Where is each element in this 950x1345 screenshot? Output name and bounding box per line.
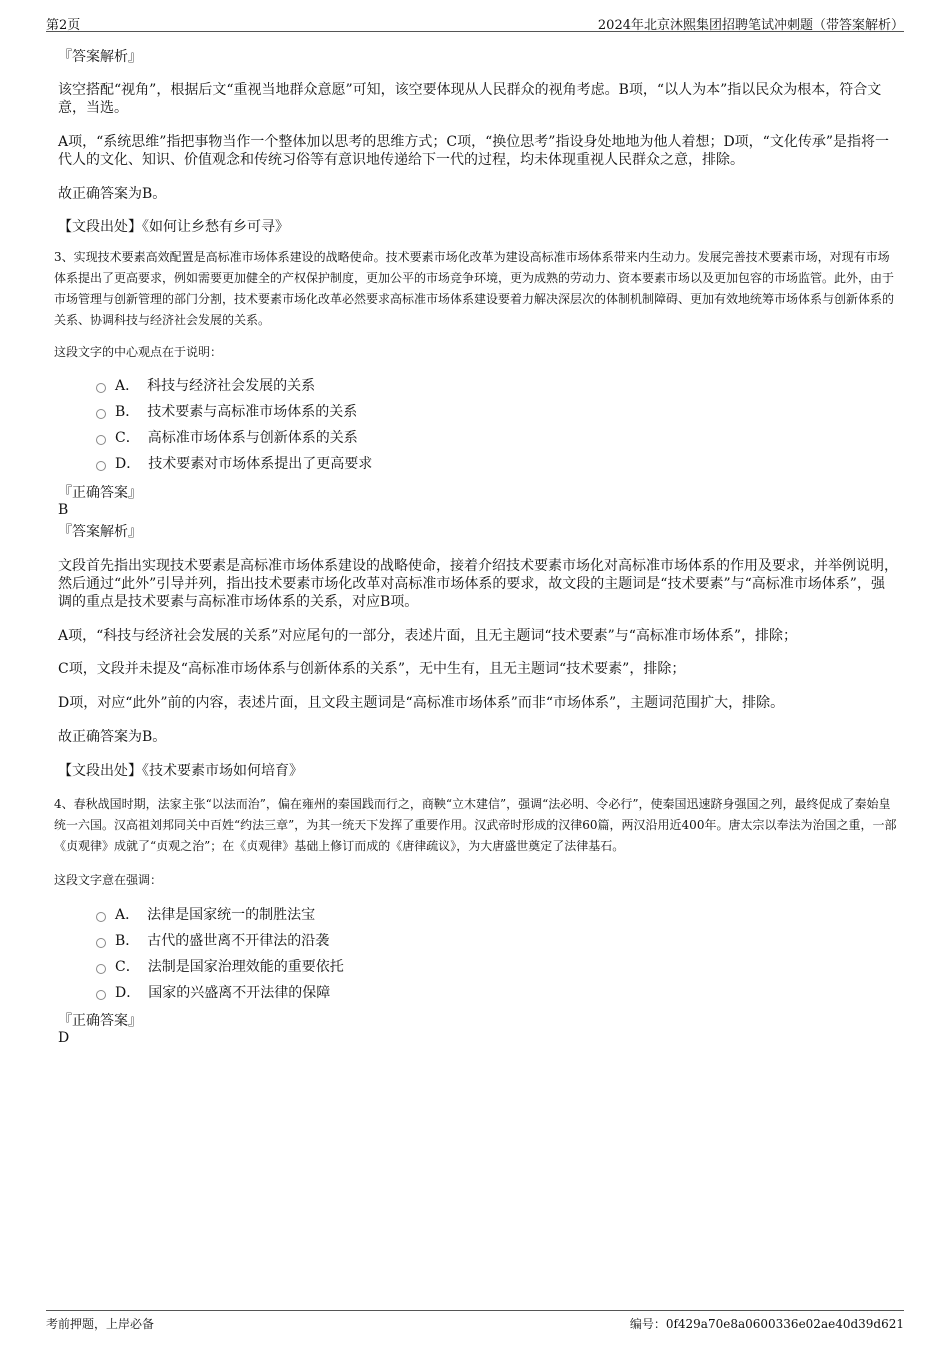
q4-option-b[interactable]: [96, 932, 329, 950]
document-code: [630, 1315, 904, 1332]
prev-analysis-p1: 该空搭配“视角”，根据后文“重视当地群众意愿”可知，该空要体现从人民群众的视角考虑。B项，“以人为本”指以民众为根本，符合文意，当选。: [58, 82, 882, 116]
page-number: 第2页: [46, 18, 81, 33]
option-letter: D．: [115, 456, 141, 472]
radio-icon[interactable]: [96, 964, 106, 974]
q3-question: 这段文字的中心观点在于说明：: [54, 345, 223, 359]
option-text: 古代的盛世离不开律法的沿袭: [147, 933, 330, 949]
radio-icon[interactable]: [96, 383, 106, 393]
q3-option-d[interactable]: [96, 455, 372, 473]
option-letter: B．: [115, 933, 140, 949]
q3-option-b[interactable]: [96, 403, 357, 421]
footer-slogan: 考前押题，上岸必备: [46, 1317, 155, 1331]
q3-option-c[interactable]: [96, 429, 358, 447]
option-text: 高标准市场体系与创新体系的关系: [147, 430, 358, 446]
q3-stem: 3、实现技术要素高效配置是高标准市场体系建设的战略使命。技术要素市场化改革为建设高标准市场体系带来内生动力。发展完善技术要素市场，对现有市场体系提出了更高要求，例如需要更加健全的产权保护制度，更加公平的市场竞争环境，更为成熟的劳动力、资本要素市场以及更加包容的市场监管。此外，由于市场管理与创新管理的部门分割，技术要素市场化改革必然要求高标准市场体系建设要着力解决深层次的体制机制障碍、更加有效地统筹市场体系与创新体系的关系、协调科技与经济社会发展的关系。: [54, 250, 895, 327]
q3-source: 【文段出处】《技术要素市场如何培育》: [58, 763, 303, 779]
radio-icon[interactable]: [96, 461, 106, 471]
prev-analysis-p3: 故正确答案为B。: [58, 186, 167, 202]
q3-analysis-p1: 文段首先指出实现技术要素是高标准市场体系建设的战略使命，接着介绍技术要素市场化对高标准市场体系的作用及要求，并举例说明，然后通过“此外”引导并列，指出技术要素市场化改革对高标准市场体系的要求，故文段的主题词是“技术要素”与“高标准市场体系”，强调的重点是技术要素与高标准市场体系的关系，对应B项。: [58, 558, 898, 610]
page-header: [46, 12, 904, 32]
q3-analysis-label: 『答案解析』: [58, 524, 142, 540]
q3-analysis-p2: A项，“科技与经济社会发展的关系”对应尾句的一部分，表述片面，且无主题词“技术要素”与“高标准市场体系”，排除；: [58, 628, 798, 644]
radio-icon[interactable]: [96, 990, 106, 1000]
q4-option-c[interactable]: [96, 958, 344, 976]
document-title: 2024年北京沐熙集团招聘笔试冲刺题（带答案解析）: [597, 18, 904, 33]
option-letter: A．: [115, 378, 140, 394]
option-text: 技术要素与高标准市场体系的关系: [147, 404, 358, 420]
option-letter: A．: [115, 907, 140, 923]
prev-source: 【文段出处】《如何让乡愁有乡可寻》: [58, 219, 289, 235]
q4-option-a[interactable]: [96, 906, 315, 924]
option-letter: D．: [115, 985, 141, 1001]
q4-option-d[interactable]: [96, 984, 330, 1002]
option-text: 法律是国家统一的制胜法宝: [147, 907, 316, 923]
radio-icon[interactable]: [96, 938, 106, 948]
prev-analysis-p2: A项，“系统思维”指把事物当作一个整体加以思考的思维方式；C项，“换位思考”指设身处地地为他人着想；D项，“文化传承”是指将一代人的文化、知识、价值观念和传统习俗等有意识地传递给下一代的过程，均未体现重视人民群众之意，排除。: [58, 134, 889, 168]
radio-icon[interactable]: [96, 435, 106, 445]
q3-option-a[interactable]: [96, 377, 315, 395]
option-letter: B．: [115, 404, 140, 420]
prev-analysis-label: 『答案解析』: [58, 49, 142, 65]
radio-icon[interactable]: [96, 409, 106, 419]
code-value: 0f429a70e8a0600336e02ae40d39d621: [665, 1317, 904, 1331]
q3-analysis-p5: 故正确答案为B。: [58, 729, 167, 745]
option-letter: C．: [115, 430, 140, 446]
q3-analysis-p3: C项，文段并未提及“高标准市场体系与创新体系的关系”，无中生有，且无主题词“技术要素”，排除；: [58, 661, 686, 677]
option-text: 技术要素对市场体系提出了更高要求: [148, 456, 373, 472]
q3-answer-label: 『正确答案』: [58, 485, 142, 501]
option-letter: C．: [115, 959, 140, 975]
q4-stem: 4、春秋战国时期，法家主张“以法而治”，偏在雍州的秦国践而行之，商鞅“立木建信”，强调“法必明、令必行”，使秦国迅速跻身强国之列，最终促成了秦始皇统一六国。汉高祖刘邦同关中百姓“约法三章”，为其一统天下发挥了重要作用。汉武帝时形成的汉律60篇，两汉沿用近400年。唐太宗以奉法为治国之重，一部《贞观律》成就了“贞观之治”；在《贞观律》基础上修订而成的《唐律疏议》，为大唐盛世奠定了法律基石。: [54, 797, 897, 853]
q3-answer: B: [58, 502, 69, 518]
option-text: 科技与经济社会发展的关系: [147, 378, 316, 394]
q3-analysis-p4: D项，对应“此外”前的内容，表述片面，且文段主题词是“高标准市场体系”而非“市场体系”，主题词范围扩大，排除。: [58, 695, 785, 711]
q4-question: 这段文字意在强调：: [54, 873, 163, 887]
code-label: 编号：: [629, 1317, 666, 1331]
q4-answer-label: 『正确答案』: [58, 1013, 142, 1029]
radio-icon[interactable]: [96, 912, 106, 922]
q4-answer: D: [58, 1030, 70, 1046]
option-text: 法制是国家治理效能的重要依托: [147, 959, 344, 975]
option-text: 国家的兴盛离不开法律的保障: [148, 985, 331, 1001]
page-footer: [46, 1310, 904, 1332]
